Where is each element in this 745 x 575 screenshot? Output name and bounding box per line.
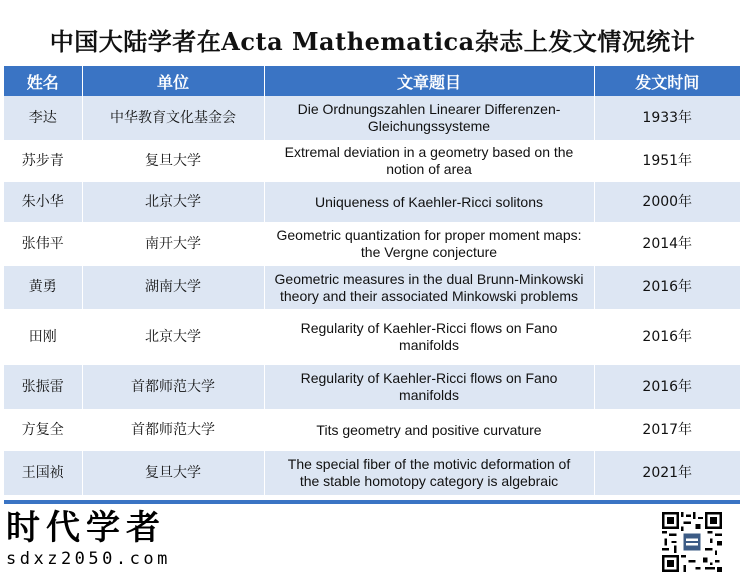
title-line: manifolds xyxy=(399,387,459,403)
cell-name: 张振雷 xyxy=(4,365,82,409)
title-line: Geometric measures in the dual Brunn-Minkowski xyxy=(274,270,584,287)
title-line: Extremal deviation in a geometry based on the xyxy=(284,144,574,160)
table-row xyxy=(4,140,740,182)
table-header-row xyxy=(4,66,740,96)
table-row xyxy=(4,409,740,451)
cell-unit: 首都师范大学 xyxy=(82,365,264,409)
cell-unit: 湖南大学 xyxy=(82,266,264,309)
cell-title xyxy=(264,222,594,266)
cell-year: 2014年 xyxy=(594,222,740,266)
page-title: 中国大陆学者在Acta Mathematica杂志上发文情况统计 xyxy=(49,27,696,56)
column-header-year: 发文时间 xyxy=(594,66,740,96)
cell-year: 1933年 xyxy=(594,96,740,140)
cell-title xyxy=(264,140,594,182)
cell-year: 2016年 xyxy=(594,365,740,409)
table-row xyxy=(4,182,740,222)
statistics-table xyxy=(4,66,740,495)
bottom-divider xyxy=(4,500,740,504)
title-line: Tits geometry and positive curvature xyxy=(316,421,542,438)
cell-name: 李达 xyxy=(4,96,82,140)
title-line: Gleichungssysteme xyxy=(367,118,491,134)
cell-unit: 北京大学 xyxy=(82,182,264,222)
title-line: Geometric quantization for proper moment maps: xyxy=(276,227,582,243)
title-line: theory and their associated Minkowski problems xyxy=(279,287,579,304)
cell-title xyxy=(264,96,594,140)
table-row xyxy=(4,365,740,409)
table-row xyxy=(4,222,740,266)
cell-title xyxy=(264,266,594,309)
cell-name: 张伟平 xyxy=(4,222,82,266)
cell-name: 方复全 xyxy=(4,409,82,451)
cell-unit: 中华教育文化基金会 xyxy=(82,96,264,140)
title-line: Die Ordnungszahlen Linearer Differenzen- xyxy=(297,101,561,117)
cell-unit: 北京大学 xyxy=(82,309,264,365)
title-line: Regularity of Kaehler-Ricci flows on Fano xyxy=(300,320,558,336)
cell-title xyxy=(264,365,594,409)
cell-title xyxy=(264,451,594,495)
cell-title xyxy=(264,309,594,365)
cell-unit: 首都师范大学 xyxy=(82,409,264,451)
title-line: notion of area xyxy=(386,161,472,177)
column-header-name: 姓名 xyxy=(4,66,82,96)
qr-code-icon[interactable] xyxy=(662,512,722,572)
table-row xyxy=(4,96,740,140)
title-line: the Vergne conjecture xyxy=(360,244,498,260)
cell-title xyxy=(264,182,594,222)
table-row xyxy=(4,266,740,309)
title-line: The special fiber of the motivic deformation of xyxy=(287,456,571,472)
cell-year: 2017年 xyxy=(594,409,740,451)
cell-year: 2016年 xyxy=(594,266,740,309)
cell-year: 1951年 xyxy=(594,140,740,182)
cell-unit: 复旦大学 xyxy=(82,140,264,182)
brand-logo-text: 时代学者 xyxy=(6,508,166,548)
cell-name: 王国祯 xyxy=(4,451,82,495)
cell-title xyxy=(264,409,594,451)
column-header-unit: 单位 xyxy=(82,66,264,96)
title-line: Uniqueness of Kaehler-Ricci solitons xyxy=(315,193,543,210)
cell-name: 苏步青 xyxy=(4,140,82,182)
table-row xyxy=(4,451,740,495)
title-line: the stable homotopy category is algebraic xyxy=(299,473,559,489)
cell-unit: 复旦大学 xyxy=(82,451,264,495)
cell-year: 2000年 xyxy=(594,182,740,222)
cell-name: 朱小华 xyxy=(4,182,82,222)
title-line: Regularity of Kaehler-Ricci flows on Fano xyxy=(300,370,558,386)
column-header-title: 文章题目 xyxy=(264,66,594,96)
title-line: manifolds xyxy=(399,337,459,353)
cell-unit: 南开大学 xyxy=(82,222,264,266)
table-row xyxy=(4,309,740,365)
cell-name: 田刚 xyxy=(4,309,82,365)
cell-year: 2016年 xyxy=(594,309,740,365)
cell-year: 2021年 xyxy=(594,451,740,495)
cell-name: 黄勇 xyxy=(4,266,82,309)
website-url: sdxz2050.com xyxy=(6,549,171,569)
